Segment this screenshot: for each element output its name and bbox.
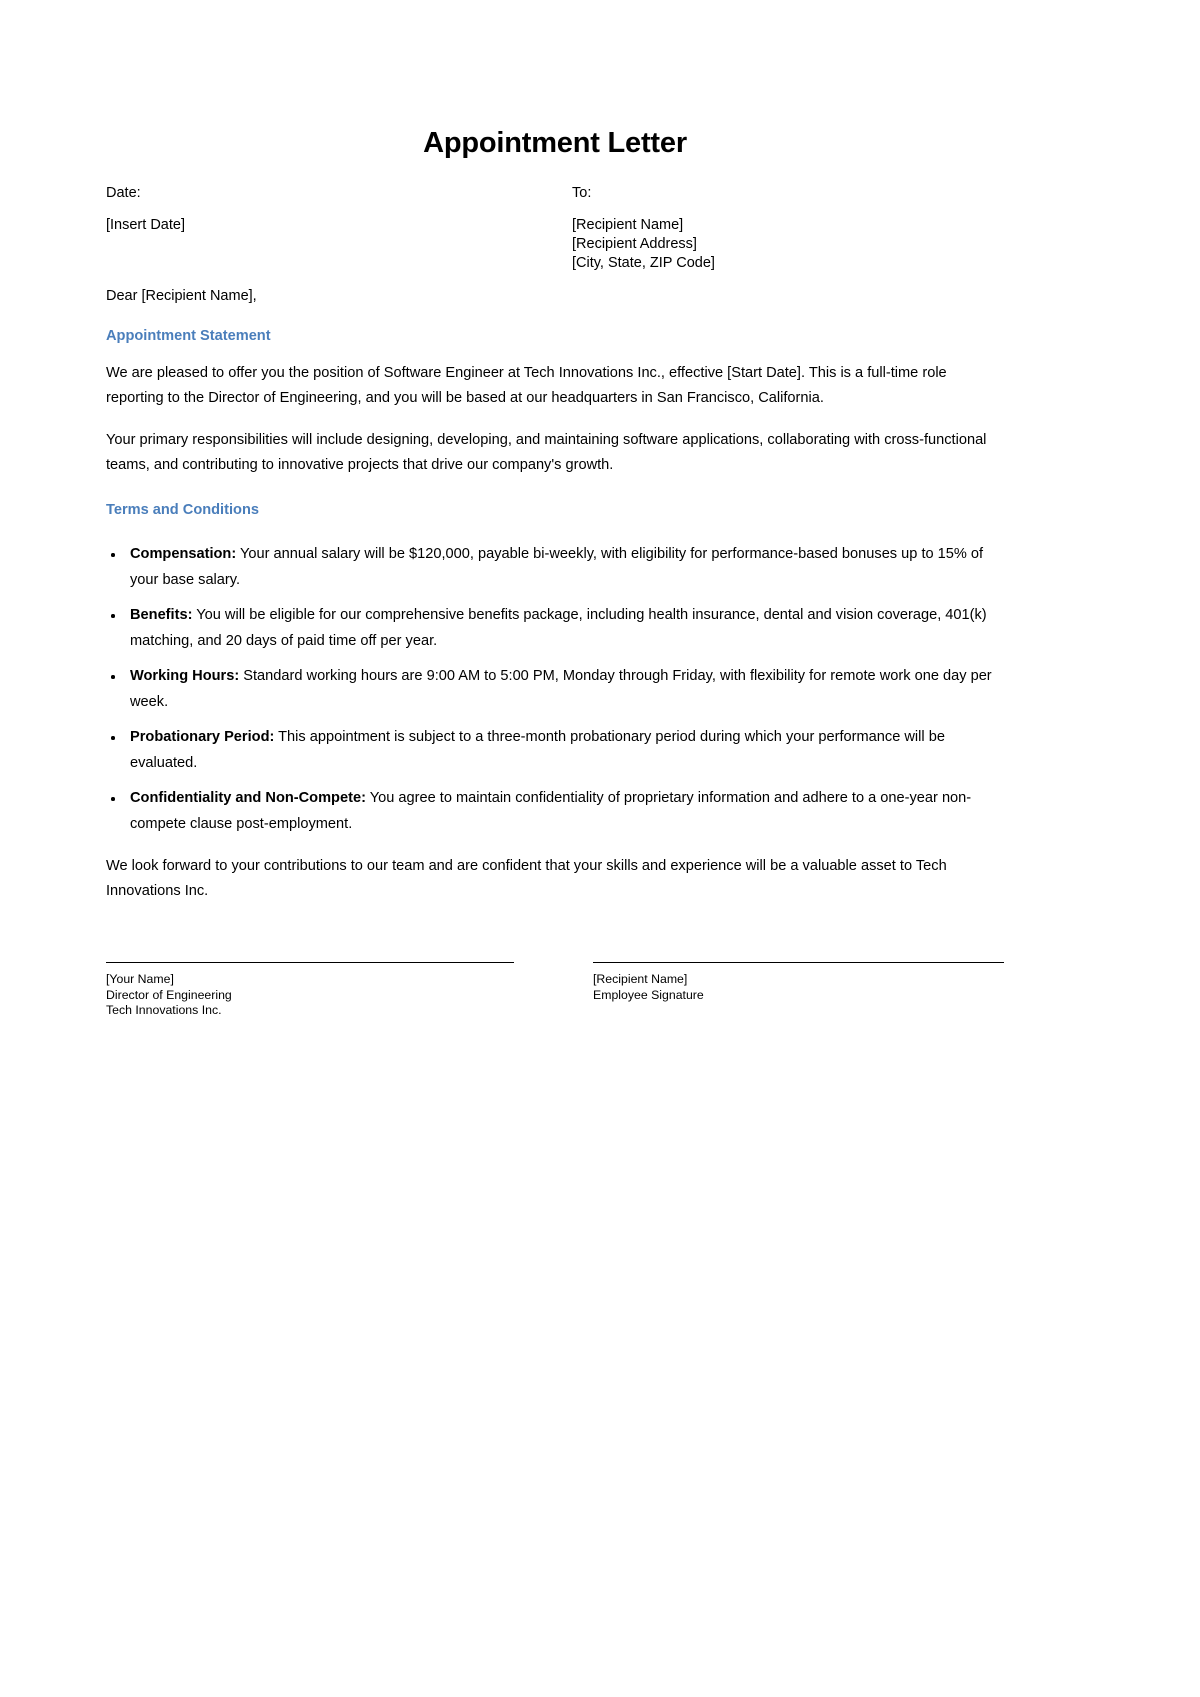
salutation: Dear [Recipient Name], bbox=[106, 288, 257, 304]
signature-line bbox=[106, 962, 514, 963]
list-item bbox=[106, 654, 1004, 715]
section-heading-terms-and-conditions: Terms and Conditions bbox=[106, 502, 259, 518]
recipient-signature bbox=[593, 962, 1001, 1003]
term-label: Confidentiality and Non-Compete: bbox=[130, 790, 366, 806]
recipient-block bbox=[572, 184, 715, 273]
term-text: You agree to maintain confidentiality of proprietary information and adhere to a one-year non-compete clause post-employment. bbox=[130, 790, 972, 832]
to-label: To: bbox=[572, 185, 592, 201]
appointment-statement-paragraph-1: We are pleased to offer you the position of Software Engineer at Tech Innovations Inc., effective [Start Date]. This is a full-time role reporting to the Director of Engineering, and you will be based at our headquarters in San Francisco, California. bbox=[106, 365, 947, 406]
date-value-group bbox=[106, 216, 185, 235]
list-item bbox=[106, 776, 1004, 837]
term-label: Probationary Period: bbox=[130, 729, 275, 745]
date-block bbox=[106, 184, 185, 235]
date-label: Date: bbox=[106, 185, 141, 201]
list-item bbox=[106, 593, 1004, 654]
term-label: Benefits: bbox=[130, 607, 193, 623]
appointment-statement-paragraph-2: Your primary responsibilities will include designing, developing, and maintaining software applications, collaborating with cross-functional teams, and contributing to innovative projects that drive our company's growth. bbox=[106, 432, 987, 473]
signature-line bbox=[593, 962, 1004, 963]
letter-header bbox=[106, 184, 1004, 274]
term-text: Your annual salary will be $120,000, payable bi-weekly, with eligibility for performance-based bonuses up to 15% of your base salary. bbox=[130, 546, 984, 588]
date-value: [Insert Date] bbox=[106, 217, 185, 233]
signature-block bbox=[106, 962, 1004, 1052]
letter-content bbox=[106, 0, 1004, 1052]
sender-signature-text bbox=[106, 972, 514, 1019]
terms-list bbox=[106, 518, 1004, 837]
sender-name: [Your Name] bbox=[106, 972, 174, 986]
closing-paragraph: We look forward to your contributions to our team and are confident that your skills and experience will be a valuable asset to Tech Innovations Inc. bbox=[106, 858, 947, 899]
sender-company: Tech Innovations Inc. bbox=[106, 1003, 222, 1017]
term-text: This appointment is subject to a three-month probationary period during which your performance will be evaluated. bbox=[130, 729, 945, 771]
sender-role: Director of Engineering bbox=[106, 987, 232, 1002]
recipient-name: [Recipient Name] bbox=[572, 217, 684, 233]
page-title: Appointment Letter bbox=[423, 127, 687, 159]
section-heading-appointment-statement: Appointment Statement bbox=[106, 328, 271, 344]
recipient-address-group bbox=[572, 216, 715, 273]
term-text: You will be eligible for our comprehensive benefits package, including health insurance, dental and vision coverage, 401(k) matching, and 20 days of paid time off per year. bbox=[130, 607, 987, 649]
list-item bbox=[106, 532, 1004, 593]
term-text: Standard working hours are 9:00 AM to 5:00 PM, Monday through Friday, with flexibility for remote work one day per week. bbox=[130, 668, 992, 710]
recipient-signature-role: Employee Signature bbox=[593, 987, 704, 1002]
recipient-signature-text bbox=[593, 972, 1001, 1003]
recipient-city-state-zip: [City, State, ZIP Code] bbox=[572, 255, 715, 271]
sender-signature bbox=[106, 962, 514, 1019]
recipient-signature-name: [Recipient Name] bbox=[593, 972, 688, 986]
term-label: Working Hours: bbox=[130, 668, 240, 684]
term-label: Compensation: bbox=[130, 546, 237, 562]
list-item bbox=[106, 715, 1004, 776]
recipient-address: [Recipient Address] bbox=[572, 236, 697, 252]
